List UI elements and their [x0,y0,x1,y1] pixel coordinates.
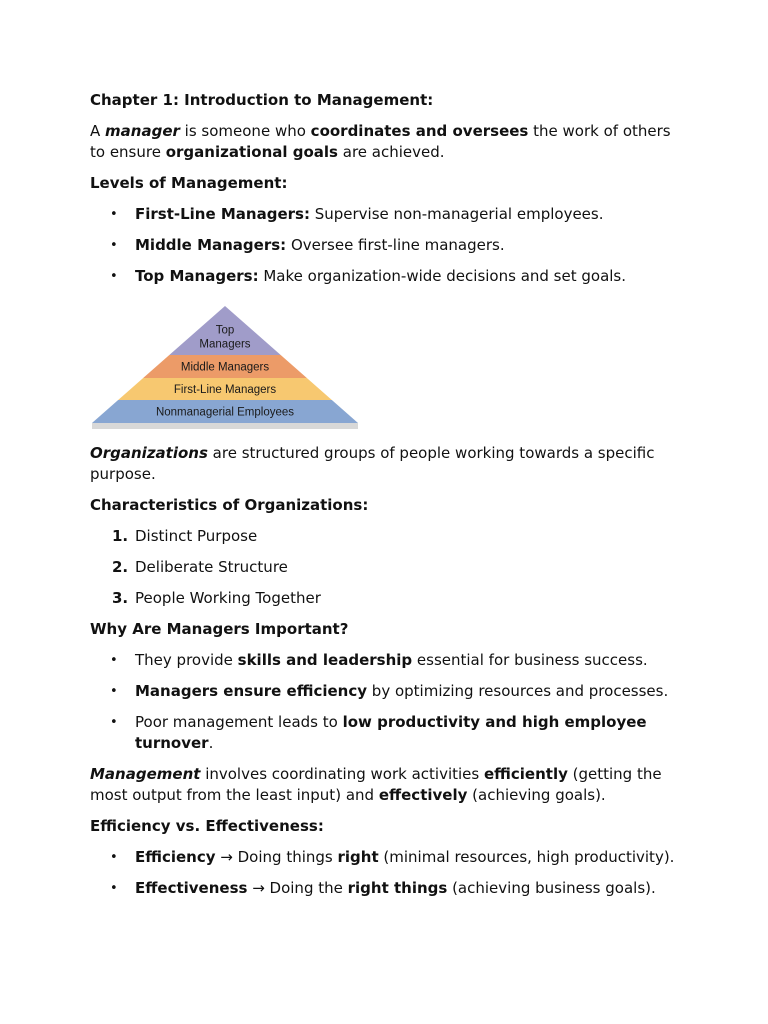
pyramid-tier-label: Top [215,324,235,337]
text-run: Management [90,765,201,783]
bullet-marker: • [110,881,118,896]
text-run: . [208,734,214,752]
pyramid-tier-label: Middle Managers [180,361,270,374]
text-run: by optimizing resources and processes. [367,682,669,700]
list-number: 1. [112,527,129,545]
list-item [90,847,690,868]
text-run: (achieving business goals). [447,879,656,897]
text-run: They provide [135,651,238,669]
list-item-text: People Working Together [135,589,321,607]
efficiency-heading: Efficiency vs. Effectiveness: [90,817,324,835]
pyramid-tier-label: Managers [199,338,251,351]
text-run: → Doing the [247,879,348,897]
text-run: First-Line Managers: [135,205,310,223]
list-item [90,557,690,578]
text-run: organizational goals [165,143,338,161]
document-body [90,90,690,909]
text-run: involves coordinating work activities [200,765,484,783]
text-run: are structured groups of people working towards a specific purpose. [90,444,655,483]
levels-list [90,204,690,287]
levels-heading: Levels of Management: [90,174,288,192]
list-item [90,712,690,754]
bullet-marker: • [110,207,118,222]
list-item [90,878,690,899]
text-run: low productivity and high employee turnover [135,713,647,752]
chapter-title: Chapter 1: Introduction to Management: [90,91,434,109]
management-definition [90,764,690,806]
text-run: Organizations [90,444,208,462]
pyramid-tier-label: Nonmanagerial Employees [155,406,295,419]
characteristics-heading: Characteristics of Organizations: [90,496,369,514]
why-list [90,650,690,754]
text-run: (minimal resources, high productivity). [378,848,675,866]
text-run: → Doing things [215,848,338,866]
text-run: Middle Managers: [135,236,287,254]
list-item [90,266,690,287]
efficiency-list [90,847,690,899]
list-item [90,681,690,702]
text-run: (achieving goals). [467,786,606,804]
text-run: the work of others to ensure [90,122,671,161]
text-run: Effectiveness [135,879,248,897]
list-item [90,235,690,256]
list-item [90,204,690,225]
text-run: Supervise non-managerial employees. [309,205,604,223]
text-run: manager [105,122,180,140]
text-run: A [90,122,106,140]
text-run: effectively [378,786,468,804]
pyramid-shadow [92,423,358,429]
list-item-text: Distinct Purpose [135,527,258,545]
bullet-marker: • [110,850,118,865]
text-run: coordinates and oversees [310,122,529,140]
text-run: Poor management leads to [135,713,343,731]
text-run: skills and leadership [237,651,413,669]
text-run: Efficiency [135,848,216,866]
manager-definition [90,121,690,163]
text-run: Managers ensure efficiency [135,682,368,700]
text-run: Top Managers: [135,267,259,285]
list-item-text: Deliberate Structure [135,558,288,576]
bullet-marker: • [110,238,118,253]
list-item [90,526,690,547]
text-run: Make organization-wide decisions and set goals. [258,267,627,285]
text-run: right things [347,879,448,897]
management-pyramid-figure [90,297,362,431]
pyramid-tier-label: First-Line Managers [173,384,277,396]
bullet-marker: • [110,684,118,699]
why-heading: Why Are Managers Important? [90,620,349,638]
characteristics-list [90,526,690,609]
organization-definition [90,443,690,485]
text-run: are achieved. [337,143,445,161]
bullet-marker: • [110,269,118,284]
list-item [90,588,690,609]
text-run: efficiently [483,765,568,783]
list-number: 3. [112,589,129,607]
text-run: right [337,848,379,866]
text-run: essential for business success. [412,651,648,669]
text-run: Oversee first-line managers. [286,236,505,254]
bullet-marker: • [110,715,118,730]
list-item [90,650,690,671]
text-run: (getting the most output from the least input) and [90,765,662,804]
bullet-marker: • [110,653,118,668]
list-number: 2. [112,558,129,576]
management-pyramid [90,297,362,431]
text-run: is someone who [179,122,311,140]
